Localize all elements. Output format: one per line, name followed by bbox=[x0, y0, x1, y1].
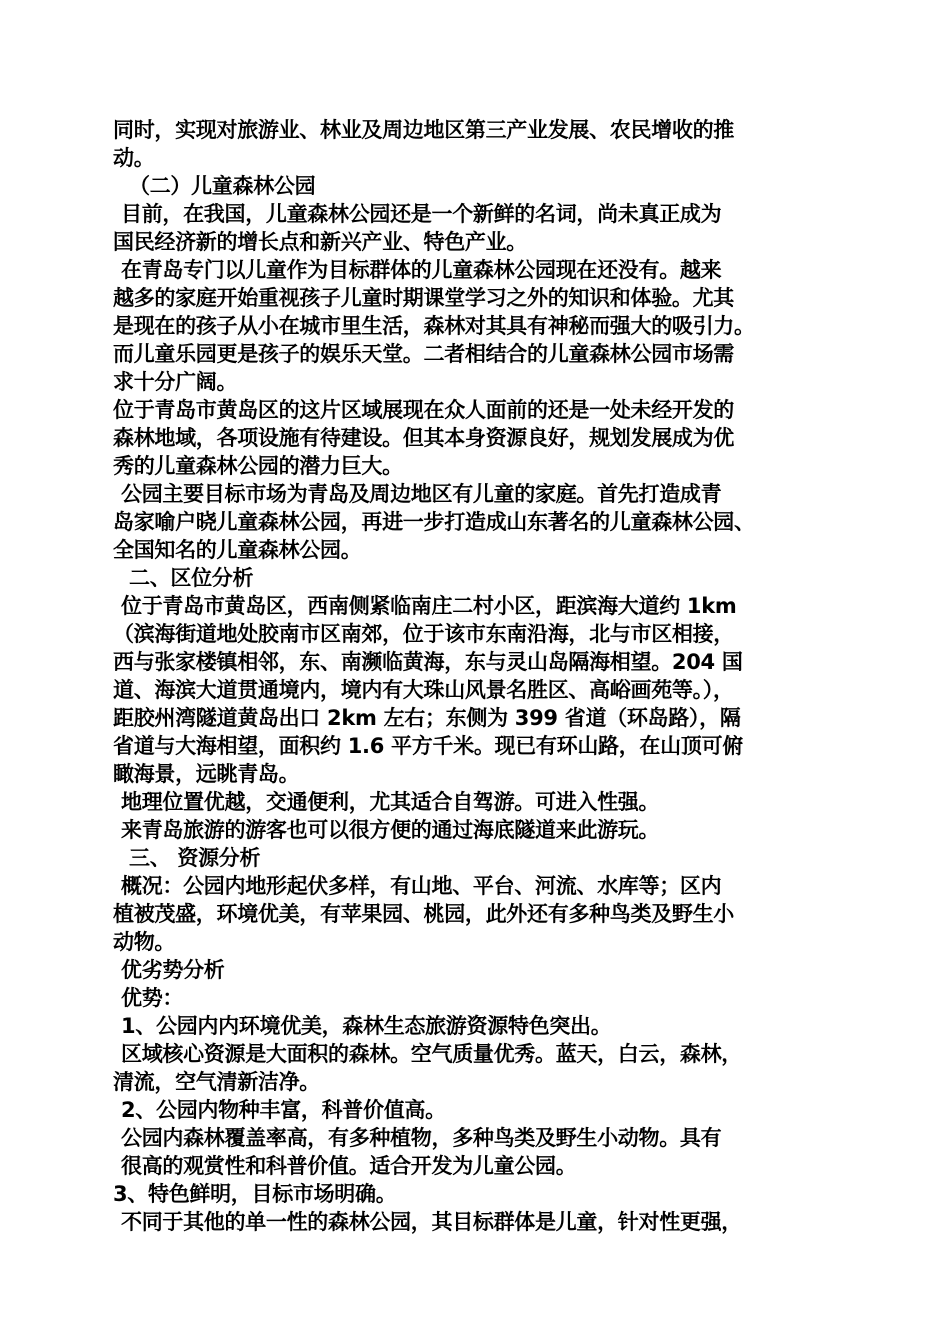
text-line: 来青岛旅游的游客也可以很方便的通过海底隧道来此游玩。 bbox=[121, 818, 660, 842]
list-item: 3、特色鲜明，目标市场明确。 bbox=[113, 1182, 397, 1206]
text-line: 清流，空气清新洁净。 bbox=[113, 1070, 320, 1094]
text-line: 瞰海景，远眺青岛。 bbox=[113, 762, 300, 786]
text-line: 公园内森林覆盖率高，有多种植物，多种鸟类及野生小动物。具有 bbox=[121, 1126, 722, 1150]
text-line: 位于青岛市黄岛区，西南侧紧临南庄二村小区，距滨海大道约 1km bbox=[121, 594, 737, 618]
text-line: 很高的观赏性和科普价值。适合开发为儿童公园。 bbox=[121, 1154, 577, 1178]
text-line: 森林地域，各项设施有待建设。但其本身资源良好，规划发展成为优 bbox=[113, 426, 734, 450]
text-line: 秀的儿童森林公园的潜力巨大。 bbox=[113, 454, 403, 478]
text-line: 目前，在我国，儿童森林公园还是一个新鲜的名词，尚未真正成为 bbox=[121, 202, 722, 226]
text-line: 概况：公园内地形起伏多样，有山地、平台、河流、水库等；区内 bbox=[121, 874, 722, 898]
text-line: 同时，实现对旅游业、林业及周边地区第三产业发展、农民增收的推 bbox=[113, 118, 734, 142]
document-page bbox=[113, 116, 838, 1236]
text-line: 区域核心资源是大面积的森林。空气质量优秀。蓝天，白云，森林， bbox=[121, 1042, 742, 1066]
text-line: 省道与大海相望，面积约 1.6 平方千米。现已有环山路，在山顶可俯 bbox=[113, 734, 743, 758]
text-line: 道、海滨大道贯通境内，境内有大珠山风景名胜区、高峪画苑等。）， bbox=[113, 678, 734, 702]
text-line: 动。 bbox=[113, 146, 155, 170]
section-heading: （二）儿童森林公园 bbox=[129, 174, 316, 198]
text-line: 地理位置优越，交通便利，尤其适合自驾游。可进入性强。 bbox=[121, 790, 660, 814]
text-line: 植被茂盛，环境优美，有苹果园、桃园，此外还有多种鸟类及野生小 bbox=[113, 902, 734, 926]
text-line: （滨海街道地处胶南市区南郊，位于该市东南沿海，北与市区相接， bbox=[113, 622, 734, 646]
text-line: 公园主要目标市场为青岛及周边地区有儿童的家庭。首先打造成青 bbox=[121, 482, 722, 506]
text-line: 位于青岛市黄岛区的这片区域展现在众人面前的还是一处未经开发的 bbox=[113, 398, 734, 422]
text-line: 国民经济新的增长点和新兴产业、特色产业。 bbox=[113, 230, 527, 254]
subheading: 优势： bbox=[121, 986, 184, 1010]
text-line: 全国知名的儿童森林公园。 bbox=[113, 538, 362, 562]
text-line: 不同于其他的单一性的森林公园，其目标群体是儿童，针对性更强， bbox=[121, 1210, 742, 1234]
text-line: 动物。 bbox=[113, 930, 176, 954]
list-item: 2、公园内物种丰富，科普价值高。 bbox=[121, 1098, 446, 1122]
text-line: 西与张家楼镇相邻，东、南濒临黄海，东与灵山岛隔海相望。204 国 bbox=[113, 650, 743, 674]
text-line: 岛家喻户晓儿童森林公园，再进一步打造成山东著名的儿童森林公园、 bbox=[113, 510, 755, 534]
text-line: 求十分广阔。 bbox=[113, 370, 238, 394]
text-line: 越多的家庭开始重视孩子儿童时期课堂学习之外的知识和体验。尤其 bbox=[113, 286, 734, 310]
text-line: 是现在的孩子从小在城市里生活，森林对其具有神秘而强大的吸引力。 bbox=[113, 314, 755, 338]
section-heading: 三、 资源分析 bbox=[129, 846, 261, 870]
section-heading: 二、区位分析 bbox=[129, 566, 254, 590]
subheading: 优劣势分析 bbox=[121, 958, 225, 982]
text-line: 距胶州湾隧道黄岛出口 2km 左右；东侧为 399 省道（环岛路），隔 bbox=[113, 706, 741, 730]
text-line: 而儿童乐园更是孩子的娱乐天堂。二者相结合的儿童森林公园市场需 bbox=[113, 342, 734, 366]
text-line: 在青岛专门以儿童作为目标群体的儿童森林公园现在还没有。越来 bbox=[121, 258, 722, 282]
list-item: 1、公园内内环境优美，森林生态旅游资源特色突出。 bbox=[121, 1014, 612, 1038]
